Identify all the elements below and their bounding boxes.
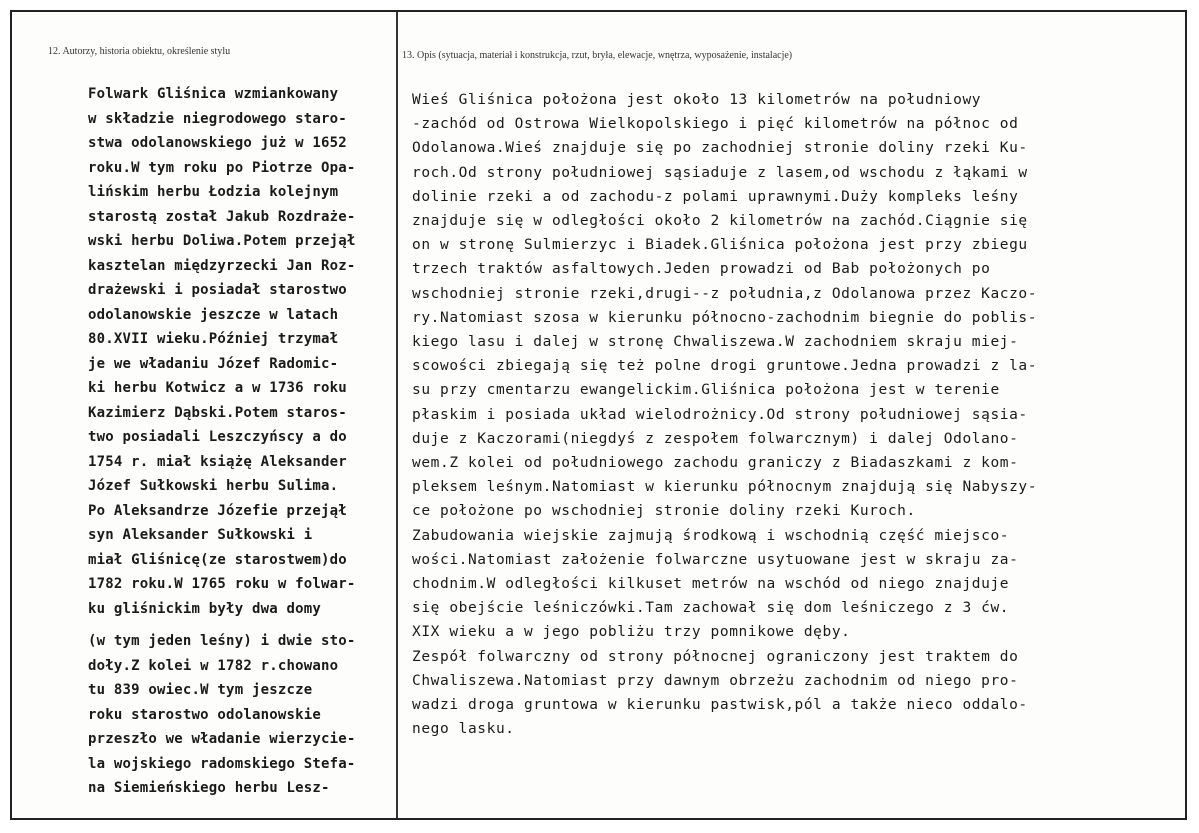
text-line: w składzie niegrodowego staro- xyxy=(88,110,347,127)
text-line: roch.Od strony południowej sąsiaduje z lasem,od wschodu z łąkami w xyxy=(412,164,1028,181)
text-line: wski herbu Doliwa.Potem przejął xyxy=(88,233,356,249)
text-line: 1782 roku.W 1765 roku w folwar- xyxy=(88,576,356,592)
text-line: wem.Z kolei od południowego zachodu graniczy z Biadaszkami z kom- xyxy=(412,455,1019,472)
text-line: wadzi droga gruntowa w kierunku pastwisk,pól a także nieco oddalo- xyxy=(412,697,1028,714)
text-line: 1754 r. miał książę Aleksander xyxy=(88,453,347,470)
text-line: ry.Natomiast szosa w kierunku północno-zachodnim biegnie do poblis- xyxy=(412,309,1038,326)
document-sheet xyxy=(10,10,1187,820)
text-line: odolanowskie jeszcze w latach xyxy=(88,306,339,323)
section-13-header: 13. Opis (sytuacja, materiał i konstrukcja, rzut, bryła, elewacje, wnętrza, wyposażenie, instalacje) xyxy=(402,50,793,61)
text-line: miał Gliśnicę(ze starostwem)do xyxy=(88,551,347,568)
text-line: ku gliśnickim były dwa domy xyxy=(88,600,321,617)
text-line: Odolanowa.Wieś znajduje się po zachodniej stronie doliny rzeki Ku- xyxy=(412,140,1028,157)
text-line: on w stronę Sulmierzyc i Biadek.Gliśnica położona jest przy zbiegu xyxy=(412,237,1028,254)
text-line: na Siemieńskiego herbu Lesz- xyxy=(88,780,330,796)
text-line: Po Aleksandrze Józefie przejął xyxy=(88,502,347,519)
text-line: ce położone po wschodniej stronie doliny rzeki Kuroch. xyxy=(412,503,916,520)
text-line: chodnim.W odległości kilkuset metrów na wschód od niego znajduje xyxy=(412,576,1010,593)
text-line: su przy cmentarzu ewangelickim.Gliśnica położona jest w terenie xyxy=(412,382,1000,399)
text-line: Chwaliszewa.Natomiast przy dawnym obrzeżu zachodnim od niego pro- xyxy=(412,672,1019,689)
paragraph-gap xyxy=(88,621,408,629)
text-line: je we władaniu Józef Radomic- xyxy=(88,355,339,372)
text-line: roku starostwo odolanowskie xyxy=(88,706,321,723)
text-line: lińskim herbu Łodzia kolejnym xyxy=(88,184,339,200)
text-line: scowości zbiegają się też polne drogi gruntowe.Jedna prowadzi z la- xyxy=(412,358,1038,375)
text-line: doły.Z kolei w 1782 r.chowano xyxy=(88,657,339,674)
text-line: tu 839 owiec.W tym jeszcze xyxy=(88,682,313,698)
text-line: znajduje się w odległości około 2 kilometrów na zachód.Ciągnie się xyxy=(412,213,1028,230)
text-line: (w tym jeden leśny) i dwie sto- xyxy=(88,633,356,649)
text-line: pleksem leśnym.Natomiast w kierunku północnym znajdują się Nabyszy- xyxy=(412,479,1038,496)
text-line: drażewski i posiadał starostwo xyxy=(88,282,347,298)
text-line: kasztelan międzyrzecki Jan Roz- xyxy=(88,257,356,274)
text-line: roku.W tym roku po Piotrze Opa- xyxy=(88,159,356,176)
text-line: stwa odolanowskiego już w 1652 xyxy=(88,135,347,151)
text-line: duje z Kaczorami(niegdyś z zespołem folwarcznym) i dalej Odolano- xyxy=(412,430,1019,447)
text-line: dolinie rzeki a od zachodu-z polami uprawnymi.Duży kompleks leśny xyxy=(412,188,1019,205)
text-line: Wieś Gliśnica położona jest około 13 kilometrów na południowy xyxy=(412,92,982,108)
text-line: się obejście leśniczówki.Tam zachował się dom leśniczego z 3 ćw. xyxy=(412,600,1010,617)
history-column xyxy=(88,82,408,801)
text-line: wości.Natomiast założenie folwarczne usytuowane jest w skraju za- xyxy=(412,551,1019,568)
text-line: XIX wieku a w jego pobliżu trzy pomnikowe dęby. xyxy=(412,624,851,641)
section-12-header: 12. Autorzy, historia obiektu, określenie stylu xyxy=(48,46,231,57)
text-line: Kazimierz Dąbski.Potem staros- xyxy=(88,404,347,421)
text-line: trzech traktów asfaltowych.Jeden prowadzi od Bab położonych po xyxy=(412,261,991,278)
text-line: la wojskiego radomskiego Stefa- xyxy=(88,755,356,772)
text-line: starostą został Jakub Rozdraże- xyxy=(88,208,356,225)
text-line: 80.XVII wieku.Później trzymał xyxy=(88,331,339,347)
text-line: Zabudowania wiejskie zajmują środkową i wschodnią część miejsco- xyxy=(412,527,1010,544)
text-line: przeszło we władanie wierzycie- xyxy=(88,731,356,747)
text-line: kiego lasu i dalej w stronę Chwaliszewa.W zachodniem skraju miej- xyxy=(412,334,1019,351)
text-line: -zachód od Ostrowa Wielkopolskiego i pięć kilometrów na północ od xyxy=(412,116,1019,133)
description-column xyxy=(412,88,1072,741)
text-line: syn Aleksander Sułkowski i xyxy=(88,527,313,543)
text-line: two posiadali Leszczyńscy a do xyxy=(88,429,347,445)
text-line: Folwark Gliśnica wzmiankowany xyxy=(88,86,339,102)
text-line: ki herbu Kotwicz a w 1736 roku xyxy=(88,380,347,396)
text-line: wschodniej stronie rzeki,drugi--z południa,z Odolanowa przez Kaczo- xyxy=(412,285,1038,302)
text-line: Zespół folwarczny od strony północnej ograniczony jest traktem do xyxy=(412,648,1019,665)
text-line: Józef Sułkowski herbu Sulima. xyxy=(88,478,339,494)
text-line: płaskim i posiada układ wielodrożnicy.Od strony południowej sąsia- xyxy=(412,406,1028,423)
text-line: nego lasku. xyxy=(412,721,515,738)
